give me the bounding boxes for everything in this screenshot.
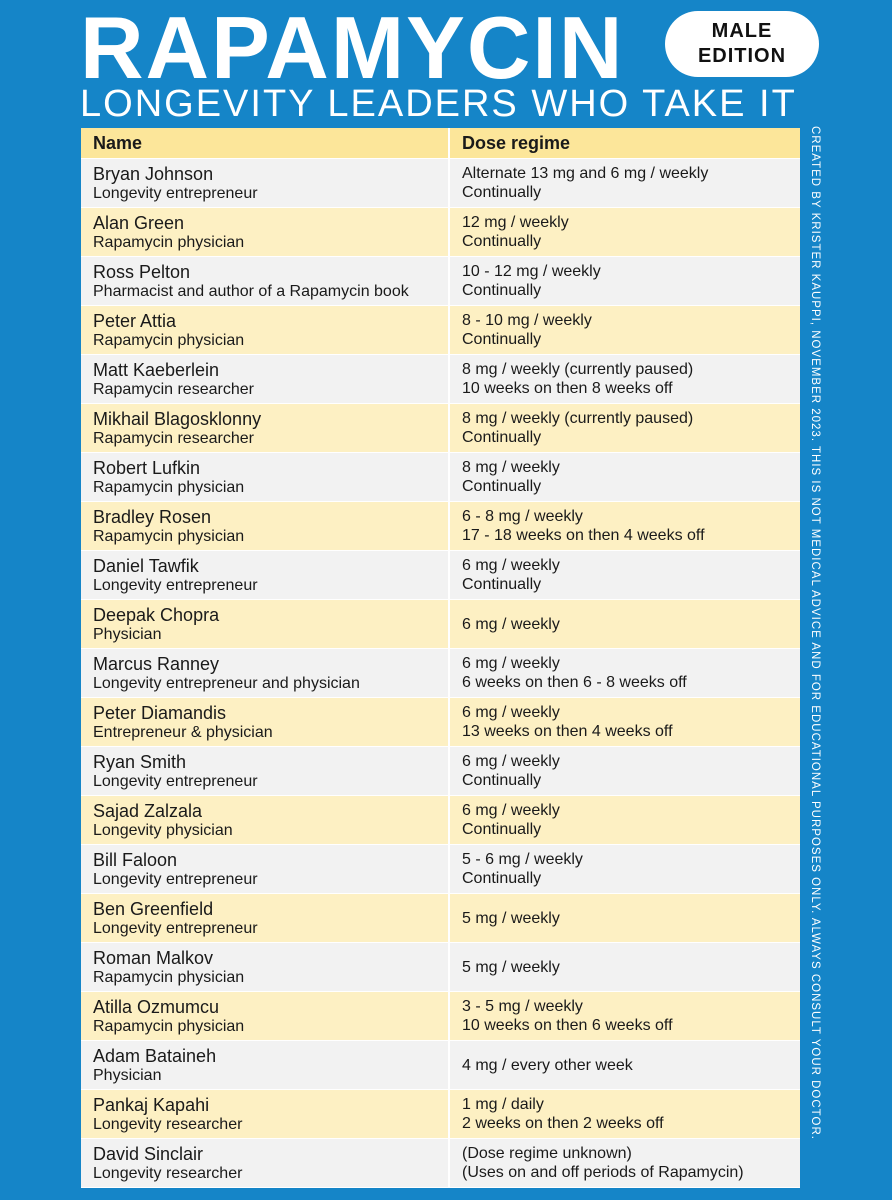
person-role: Entrepreneur & physician [93,723,273,741]
dose-cell [450,1090,800,1138]
dose-line: 8 mg / weekly [462,459,560,476]
table-row [81,502,800,551]
dose-line: Continually [462,282,542,299]
name-cell [81,894,450,942]
dose-line: (Uses on and off periods of Rapamycin) [462,1164,744,1181]
person-role: Rapamycin researcher [93,380,254,398]
person-name: Roman Malkov [93,947,214,968]
name-cell [81,992,450,1040]
person-role: Longevity entrepreneur [93,870,258,888]
table-body [81,159,800,1188]
table-row [81,1139,800,1188]
table-row [81,649,800,698]
badge-line-2: EDITION [697,45,787,67]
dose-line: Continually [462,870,542,887]
header-name: Name [81,128,450,158]
person-role: Rapamycin physician [93,331,245,349]
table-row [81,796,800,845]
name-cell [81,796,450,844]
person-role: Longevity entrepreneur and physician [93,674,360,692]
dose-cell [450,551,800,599]
name-cell [81,698,450,746]
name-cell [81,747,450,795]
person-role: Physician [93,625,162,643]
dose-line: Continually [462,821,542,838]
table-row [81,159,800,208]
person-name: Pankaj Kapahi [93,1094,210,1115]
dose-cell [450,306,800,354]
dose-line: Continually [462,429,542,446]
person-name: Bill Faloon [93,849,178,870]
dose-cell [450,698,800,746]
dose-line: Continually [462,576,542,593]
dose-line: 6 mg / weekly [462,704,560,721]
dose-cell [450,502,800,550]
name-cell [81,1139,450,1187]
person-name: Peter Diamandis [93,702,227,723]
person-name: Ross Pelton [93,261,191,282]
person-name: Marcus Ranney [93,653,220,674]
table-row [81,943,800,992]
person-role: Rapamycin physician [93,527,245,545]
dose-cell [450,208,800,256]
person-role: Longevity entrepreneur [93,184,258,202]
dose-line: 8 mg / weekly (currently paused) [462,410,694,427]
table-row [81,747,800,796]
dose-line: 8 - 10 mg / weekly [462,312,592,329]
table-row [81,551,800,600]
person-name: Adam Bataineh [93,1045,217,1066]
dose-cell [450,404,800,452]
table-row [81,355,800,404]
dose-line: 10 weeks on then 8 weeks off [462,380,673,397]
person-role: Rapamycin physician [93,1017,245,1035]
table-row [81,992,800,1041]
page-title: RAPAMYCIN [80,0,625,97]
person-name: Bradley Rosen [93,506,212,527]
dose-line: 2 weeks on then 2 weeks off [462,1115,664,1132]
dose-cell [450,747,800,795]
dose-cell [450,845,800,893]
dose-line: 12 mg / weekly [462,214,569,231]
dose-line: 6 mg / weekly [462,753,560,770]
dose-line: 10 weeks on then 6 weeks off [462,1017,673,1034]
person-name: Mikhail Blagosklonny [93,408,262,429]
dose-line: 5 - 6 mg / weekly [462,851,583,868]
person-name: Sajad Zalzala [93,800,203,821]
person-name: Ben Greenfield [93,898,214,919]
person-role: Longevity entrepreneur [93,919,258,937]
table-row [81,845,800,894]
name-cell [81,306,450,354]
name-cell [81,1090,450,1138]
page-subtitle: LONGEVITY LEADERS WHO TAKE IT [80,83,797,125]
dose-line: 10 - 12 mg / weekly [462,263,601,280]
dose-cell [450,649,800,697]
name-cell [81,551,450,599]
dose-line: 6 mg / weekly [462,655,560,672]
badge-line-1: MALE [711,20,773,42]
dose-line: Continually [462,233,542,250]
name-cell [81,943,450,991]
person-role: Longevity entrepreneur [93,772,258,790]
name-cell [81,502,450,550]
dose-line: 5 mg / weekly [462,909,560,927]
person-name: Deepak Chopra [93,604,220,625]
name-cell [81,208,450,256]
dose-line: 4 mg / every other week [462,1056,633,1074]
edition-badge [665,11,819,77]
person-name: Bryan Johnson [93,163,214,184]
dose-line: 5 mg / weekly [462,958,560,976]
dose-line: Alternate 13 mg and 6 mg / weekly [462,165,709,182]
name-cell [81,453,450,501]
dose-line: Continually [462,478,542,495]
disclaimer-note: CREATED BY KRISTER KAUPPI, NOVEMBER 2023. THIS IS NOT MEDICAL ADVICE AND FOR EDUCATIONAL PURPOSES ONLY. ALWAYS CONSULT YOUR DOCTOR. [809,126,821,1140]
header-dose: Dose regime [462,132,571,153]
dose-cell [450,943,800,991]
person-name: Atilla Ozmumcu [93,996,220,1017]
name-cell [81,1041,450,1089]
dose-line: 3 - 5 mg / weekly [462,998,583,1015]
dose-cell [450,257,800,305]
person-name: David Sinclair [93,1143,204,1164]
table-row [81,1090,800,1139]
table-row [81,600,800,649]
table-row [81,1041,800,1090]
dose-cell [450,159,800,207]
person-role: Longevity researcher [93,1115,243,1133]
name-cell [81,600,450,648]
person-name: Daniel Tawfik [93,555,199,576]
table-row [81,208,800,257]
table-header-row [81,128,800,159]
dose-cell [450,796,800,844]
dose-cell [450,355,800,403]
table-row [81,894,800,943]
dose-line: (Dose regime unknown) [462,1145,632,1162]
dose-cell [450,600,800,648]
dose-line: 1 mg / daily [462,1096,544,1113]
person-name: Ryan Smith [93,751,187,772]
dose-line: 17 - 18 weeks on then 4 weeks off [462,527,705,544]
dose-line: 6 mg / weekly [462,802,560,819]
person-name: Robert Lufkin [93,457,201,478]
dose-table [81,128,800,1188]
person-role: Longevity physician [93,821,233,839]
dose-cell [450,453,800,501]
person-name: Peter Attia [93,310,177,331]
person-role: Rapamycin physician [93,478,245,496]
dose-line: Continually [462,331,542,348]
name-cell [81,404,450,452]
dose-line: 6 mg / weekly [462,615,560,633]
table-row [81,698,800,747]
dose-line: Continually [462,772,542,789]
person-role: Rapamycin physician [93,233,245,251]
table-row [81,453,800,502]
dose-line: 13 weeks on then 4 weeks off [462,723,673,740]
person-role: Rapamycin physician [93,968,245,986]
name-cell [81,257,450,305]
table-row [81,257,800,306]
table-row [81,306,800,355]
person-role: Longevity entrepreneur [93,576,258,594]
dose-line: Continually [462,184,542,201]
dose-line: 6 mg / weekly [462,557,560,574]
dose-line: 6 weeks on then 6 - 8 weeks off [462,674,687,691]
dose-line: 6 - 8 mg / weekly [462,508,583,525]
person-name: Alan Green [93,212,185,233]
dose-cell [450,894,800,942]
person-role: Rapamycin researcher [93,429,254,447]
dose-line: 8 mg / weekly (currently paused) [462,361,694,378]
person-role: Longevity researcher [93,1164,243,1182]
name-cell [81,159,450,207]
person-role: Physician [93,1066,162,1084]
name-cell [81,649,450,697]
dose-cell [450,1041,800,1089]
name-cell [81,845,450,893]
name-cell [81,355,450,403]
dose-cell [450,1139,800,1187]
dose-cell [450,992,800,1040]
table-row [81,404,800,453]
person-name: Matt Kaeberlein [93,359,220,380]
person-role: Pharmacist and author of a Rapamycin book [93,282,409,300]
